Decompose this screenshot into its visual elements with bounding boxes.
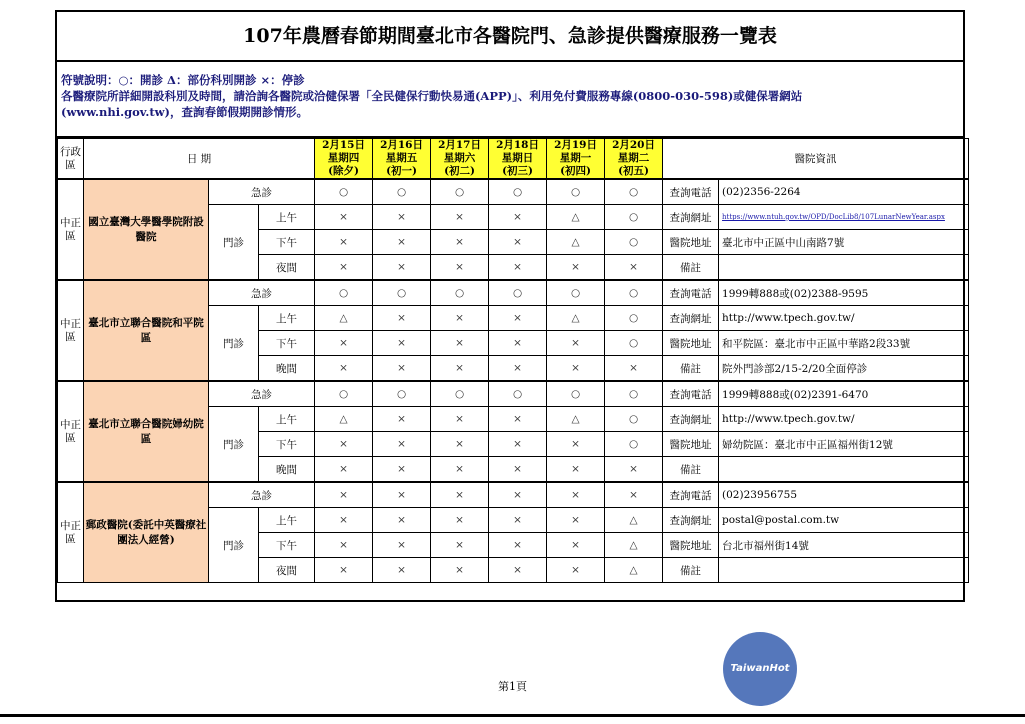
status-symbol: ×: [373, 482, 431, 508]
time-slot: 晚間: [259, 356, 315, 382]
status-symbol: ×: [315, 533, 373, 558]
status-symbol: ○: [373, 179, 431, 205]
info-value: http://www.tpech.gov.tw/: [719, 306, 969, 331]
status-symbol: ×: [431, 508, 489, 533]
status-symbol: ○: [315, 381, 373, 407]
page-number: 第1頁: [498, 680, 527, 693]
status-symbol: △: [605, 558, 663, 583]
status-symbol: ×: [605, 457, 663, 483]
time-slot: 上午: [259, 205, 315, 230]
status-symbol: ○: [605, 205, 663, 230]
status-symbol: ×: [373, 356, 431, 382]
clinic-label: 門診: [209, 205, 259, 281]
clinic-label: 門診: [209, 508, 259, 583]
info-label: 查詢電話: [663, 280, 719, 306]
header-day-5: 2月19日 星期一 (初四): [547, 139, 605, 180]
time-slot: 上午: [259, 306, 315, 331]
status-symbol: ×: [489, 230, 547, 255]
bottom-divider: [0, 714, 1025, 717]
status-symbol: ×: [489, 407, 547, 432]
status-symbol: ×: [373, 457, 431, 483]
district-cell: 中正區: [58, 179, 84, 280]
status-symbol: ×: [547, 255, 605, 281]
info-label: 備註: [663, 558, 719, 583]
status-symbol: ○: [431, 179, 489, 205]
status-symbol: ×: [431, 230, 489, 255]
status-symbol: ×: [489, 255, 547, 281]
info-label: 查詢電話: [663, 179, 719, 205]
status-symbol: ○: [547, 280, 605, 306]
info-value: 院外門診部2/15-2/20全面停診: [719, 356, 969, 382]
info-label: 醫院地址: [663, 432, 719, 457]
status-symbol: ○: [489, 280, 547, 306]
schedule-table: [57, 138, 969, 583]
info-label: 查詢電話: [663, 482, 719, 508]
time-slot: 上午: [259, 407, 315, 432]
header-date: 日 期: [84, 139, 315, 180]
info-value: 1999轉888或(02)2391-6470: [719, 381, 969, 407]
status-symbol: ○: [489, 381, 547, 407]
status-symbol: ×: [373, 533, 431, 558]
info-value: (02)2356-2264: [719, 179, 969, 205]
status-symbol: ×: [431, 457, 489, 483]
watermark-logo: TaiwanHot: [723, 632, 797, 706]
header-day-4: 2月18日 星期日 (初三): [489, 139, 547, 180]
page-title: 107年農曆春節期間臺北市各醫院門、急診提供醫療服務一覽表: [57, 12, 963, 62]
info-value: (02)23956755: [719, 482, 969, 508]
status-symbol: ×: [431, 432, 489, 457]
info-value: [719, 457, 969, 483]
status-symbol: ×: [373, 331, 431, 356]
notes-line-1: 符號說明：○：開診 Δ：部份科別開診 ×：停診: [61, 73, 305, 87]
status-symbol: ×: [373, 230, 431, 255]
status-symbol: ×: [547, 331, 605, 356]
notes-section: [57, 62, 963, 138]
emergency-label: 急診: [209, 381, 315, 407]
table-row: [58, 381, 969, 407]
status-symbol: ×: [547, 482, 605, 508]
status-symbol: ○: [431, 381, 489, 407]
status-symbol: ×: [315, 558, 373, 583]
status-symbol: ×: [373, 255, 431, 281]
status-symbol: ×: [315, 432, 373, 457]
status-symbol: △: [547, 407, 605, 432]
time-slot: 下午: [259, 230, 315, 255]
time-slot: 下午: [259, 533, 315, 558]
header-district: 行政區: [58, 139, 84, 180]
notes-line-2: 各醫療院所詳細開設科別及時間，請洽詢各醫院或洽健保署「全民健保行動快易通(APP)」、利用免付費服務專線(0800-030-598)或健保署網站: [61, 89, 803, 103]
time-slot: 夜間: [259, 255, 315, 281]
info-value: 婦幼院區：臺北市中正區福州街12號: [719, 432, 969, 457]
table-row: [58, 482, 969, 508]
status-symbol: ○: [605, 179, 663, 205]
status-symbol: ×: [547, 558, 605, 583]
info-label: 醫院地址: [663, 533, 719, 558]
hospital-name: 臺北市立聯合醫院和平院區: [84, 280, 209, 381]
district-cell: 中正區: [58, 280, 84, 381]
clinic-label: 門診: [209, 306, 259, 382]
hospital-name: 郵政醫院(委託中英醫療社團法人經營): [84, 482, 209, 583]
status-symbol: ○: [605, 407, 663, 432]
time-slot: 下午: [259, 331, 315, 356]
emergency-label: 急診: [209, 179, 315, 205]
status-symbol: ×: [373, 407, 431, 432]
status-symbol: ×: [373, 432, 431, 457]
status-symbol: ×: [489, 558, 547, 583]
status-symbol: ×: [315, 331, 373, 356]
info-value: 台北市福州街14號: [719, 533, 969, 558]
info-label: 備註: [663, 457, 719, 483]
header-day-3: 2月17日 星期六 (初二): [431, 139, 489, 180]
status-symbol: ×: [489, 533, 547, 558]
status-symbol: ×: [431, 331, 489, 356]
status-symbol: ○: [605, 432, 663, 457]
status-symbol: ×: [373, 508, 431, 533]
status-symbol: ○: [605, 230, 663, 255]
header-day-1: 2月15日 星期四 (除夕): [315, 139, 373, 180]
status-symbol: ○: [605, 381, 663, 407]
status-symbol: ○: [547, 179, 605, 205]
status-symbol: △: [315, 407, 373, 432]
status-symbol: ×: [315, 205, 373, 230]
info-value: https://www.ntuh.gov.tw/OPD/DocLib8/107LunarNewYear.aspx: [719, 205, 969, 230]
emergency-label: 急診: [209, 482, 315, 508]
status-symbol: ×: [431, 533, 489, 558]
status-symbol: ○: [373, 381, 431, 407]
time-slot: 夜間: [259, 558, 315, 583]
status-symbol: ×: [431, 356, 489, 382]
status-symbol: ×: [489, 205, 547, 230]
status-symbol: ×: [605, 356, 663, 382]
status-symbol: ×: [547, 457, 605, 483]
info-label: 查詢網址: [663, 508, 719, 533]
status-symbol: ×: [315, 457, 373, 483]
info-value: [719, 558, 969, 583]
info-value: postal@postal.com.tw: [719, 508, 969, 533]
status-symbol: △: [547, 230, 605, 255]
time-slot: 下午: [259, 432, 315, 457]
status-symbol: ×: [489, 482, 547, 508]
status-symbol: ×: [315, 482, 373, 508]
status-symbol: ×: [373, 558, 431, 583]
time-slot: 晚間: [259, 457, 315, 483]
status-symbol: ×: [489, 432, 547, 457]
status-symbol: ○: [605, 331, 663, 356]
header-day-6: 2月20日 星期二 (初五): [605, 139, 663, 180]
time-slot: 上午: [259, 508, 315, 533]
info-label: 查詢網址: [663, 205, 719, 230]
status-symbol: ×: [547, 508, 605, 533]
info-label: 查詢網址: [663, 306, 719, 331]
status-symbol: ○: [605, 306, 663, 331]
header-day-2: 2月16日 星期五 (初一): [373, 139, 431, 180]
info-label: 醫院地址: [663, 230, 719, 255]
status-symbol: ○: [431, 280, 489, 306]
status-symbol: ×: [431, 482, 489, 508]
header-row: [58, 139, 969, 180]
info-value: http://www.tpech.gov.tw/: [719, 407, 969, 432]
hospital-name: 國立臺灣大學醫學院附設醫院: [84, 179, 209, 280]
schedule-document: [55, 10, 965, 602]
district-cell: 中正區: [58, 482, 84, 583]
status-symbol: ×: [489, 306, 547, 331]
status-symbol: ×: [373, 306, 431, 331]
status-symbol: ○: [605, 280, 663, 306]
status-symbol: △: [605, 508, 663, 533]
clinic-label: 門診: [209, 407, 259, 483]
status-symbol: ×: [605, 255, 663, 281]
status-symbol: ×: [489, 356, 547, 382]
status-symbol: △: [315, 306, 373, 331]
status-symbol: ×: [431, 306, 489, 331]
info-label: 查詢網址: [663, 407, 719, 432]
status-symbol: ○: [373, 280, 431, 306]
status-symbol: △: [547, 306, 605, 331]
table-row: [58, 280, 969, 306]
status-symbol: ×: [489, 457, 547, 483]
info-value: 和平院區：臺北市中正區中華路2段33號: [719, 331, 969, 356]
status-symbol: ×: [547, 533, 605, 558]
info-label: 備註: [663, 255, 719, 281]
status-symbol: ×: [315, 356, 373, 382]
status-symbol: ×: [315, 508, 373, 533]
status-symbol: ○: [315, 280, 373, 306]
status-symbol: ×: [547, 432, 605, 457]
status-symbol: ×: [431, 255, 489, 281]
info-value: 臺北市中正區中山南路7號: [719, 230, 969, 255]
hospital-name: 臺北市立聯合醫院婦幼院區: [84, 381, 209, 482]
status-symbol: △: [547, 205, 605, 230]
status-symbol: ×: [315, 255, 373, 281]
status-symbol: ×: [431, 205, 489, 230]
status-symbol: ×: [489, 508, 547, 533]
status-symbol: △: [605, 533, 663, 558]
notes-line-3: (www.nhi.gov.tw)，查詢春節假期開診情形。: [61, 105, 308, 119]
header-info: 醫院資訊: [663, 139, 969, 180]
status-symbol: ×: [431, 407, 489, 432]
status-symbol: ×: [315, 230, 373, 255]
status-symbol: ×: [489, 331, 547, 356]
info-label: 查詢電話: [663, 381, 719, 407]
status-symbol: ×: [605, 482, 663, 508]
status-symbol: ×: [373, 205, 431, 230]
status-symbol: ×: [431, 558, 489, 583]
info-label: 備註: [663, 356, 719, 382]
info-label: 醫院地址: [663, 331, 719, 356]
emergency-label: 急診: [209, 280, 315, 306]
table-row: [58, 179, 969, 205]
status-symbol: ○: [315, 179, 373, 205]
status-symbol: ○: [489, 179, 547, 205]
info-value: [719, 255, 969, 281]
status-symbol: ×: [547, 356, 605, 382]
district-cell: 中正區: [58, 381, 84, 482]
info-value: 1999轉888或(02)2388-9595: [719, 280, 969, 306]
status-symbol: ○: [547, 381, 605, 407]
